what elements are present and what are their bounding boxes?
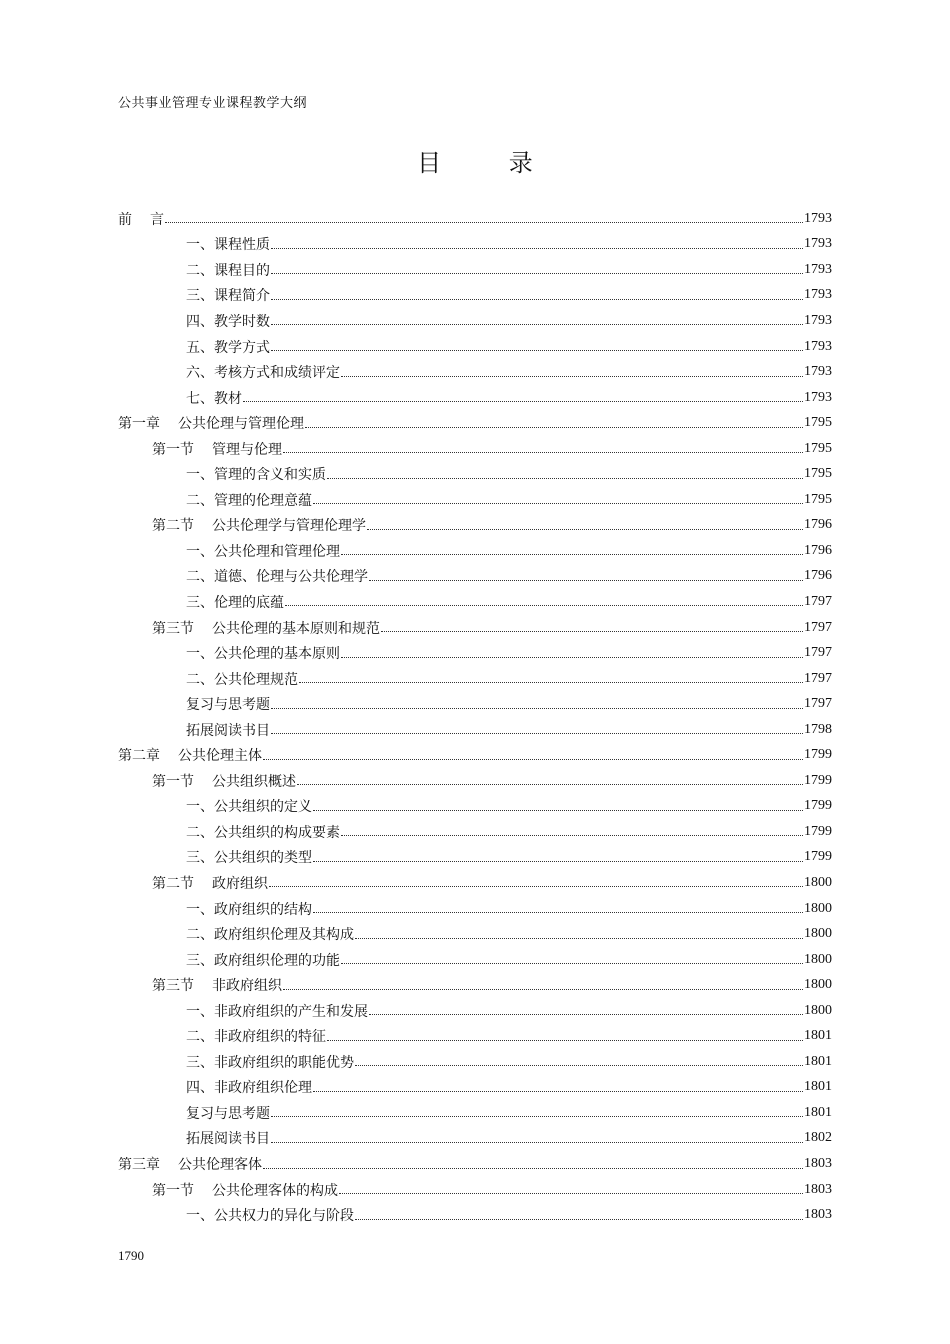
toc-entry[interactable] bbox=[118, 1202, 832, 1228]
toc-entry-label: 一、公共伦理的基本原则 bbox=[186, 646, 340, 663]
toc-entry[interactable] bbox=[118, 921, 832, 947]
dot-leader bbox=[339, 1193, 803, 1194]
toc-entry-label: 三、政府组织伦理的功能 bbox=[186, 952, 340, 969]
toc-entry-label: 公共伦理的基本原则和规范 bbox=[212, 620, 380, 637]
toc-entry-page: 1795 bbox=[804, 491, 832, 507]
toc-entry[interactable] bbox=[118, 589, 832, 615]
dot-leader bbox=[341, 835, 803, 836]
toc-entry-label: 四、教学时数 bbox=[186, 313, 270, 330]
toc-entry-label: 三、伦理的底蕴 bbox=[186, 594, 284, 611]
toc-entry-number: 第二节 bbox=[152, 875, 194, 892]
dot-leader bbox=[313, 861, 803, 862]
toc-entry-number: 第二章 bbox=[118, 748, 160, 765]
toc-entry-label: 一、公共权力的异化与阶段 bbox=[186, 1208, 354, 1225]
toc-entry-page: 1796 bbox=[804, 542, 832, 558]
toc-entry[interactable] bbox=[118, 666, 832, 692]
toc-entry-page: 1796 bbox=[804, 517, 832, 533]
toc-entry-label: 三、课程简介 bbox=[186, 288, 270, 305]
toc-entry-number: 第一节 bbox=[152, 1182, 194, 1199]
toc-entry-label: 二、非政府组织的特征 bbox=[186, 1029, 326, 1046]
dot-leader bbox=[271, 248, 803, 249]
toc-entry-page: 1800 bbox=[804, 1002, 832, 1018]
toc-entry-label: 四、非政府组织伦理 bbox=[186, 1080, 312, 1097]
toc-entry[interactable] bbox=[118, 206, 832, 232]
dot-leader bbox=[369, 1014, 803, 1015]
toc-entry-number: 第三节 bbox=[152, 978, 194, 995]
dot-leader bbox=[271, 299, 803, 300]
toc-entry[interactable] bbox=[118, 334, 832, 360]
dot-leader bbox=[305, 427, 803, 428]
toc-entry[interactable] bbox=[118, 410, 832, 436]
toc-entry-label: 管理与伦理 bbox=[212, 441, 282, 458]
toc-entry-label: 二、公共伦理规范 bbox=[186, 671, 298, 688]
toc-entry-label: 复习与思考题 bbox=[186, 1105, 270, 1122]
toc-entry-page: 1793 bbox=[804, 287, 832, 303]
toc-entry-page: 1799 bbox=[804, 747, 832, 763]
dot-leader bbox=[327, 478, 803, 479]
toc-entry-label: 公共伦理客体 bbox=[178, 1157, 262, 1173]
toc-entry-page: 1801 bbox=[804, 1028, 832, 1044]
toc-entry-label: 拓展阅读书目 bbox=[186, 1131, 270, 1148]
page-number: 1790 bbox=[118, 1248, 144, 1263]
toc-entry-page: 1799 bbox=[804, 798, 832, 814]
toc-entry-label: 一、非政府组织的产生和发展 bbox=[186, 1003, 368, 1020]
toc-entry[interactable] bbox=[118, 1177, 832, 1203]
toc-entry-label: 五、教学方式 bbox=[186, 339, 270, 356]
toc-entry-page: 1793 bbox=[804, 312, 832, 328]
toc-entry-page: 1800 bbox=[804, 977, 832, 993]
toc-entry-label: 言 bbox=[150, 211, 164, 228]
toc-entry[interactable] bbox=[118, 717, 832, 743]
toc-entry-page: 1801 bbox=[804, 1104, 832, 1120]
toc-entry[interactable] bbox=[118, 385, 832, 411]
toc-entry-label: 公共组织概述 bbox=[212, 773, 296, 790]
dot-leader bbox=[313, 1091, 803, 1092]
dot-leader bbox=[313, 810, 803, 811]
toc-entry-label: 一、课程性质 bbox=[186, 237, 270, 254]
toc-entry[interactable] bbox=[118, 1075, 832, 1101]
toc-entry-page: 1800 bbox=[804, 900, 832, 916]
toc-entry[interactable] bbox=[118, 691, 832, 717]
toc-entry-label: 公共伦理主体 bbox=[178, 748, 262, 765]
toc-entry[interactable] bbox=[118, 870, 832, 896]
dot-leader bbox=[341, 657, 803, 658]
dot-leader bbox=[263, 759, 803, 760]
toc-entry[interactable] bbox=[118, 794, 832, 820]
toc-entry-label: 三、公共组织的类型 bbox=[186, 850, 312, 867]
toc-entry[interactable] bbox=[118, 308, 832, 334]
dot-leader bbox=[271, 733, 803, 734]
toc-entry[interactable] bbox=[118, 1126, 832, 1152]
toc-entry-label: 公共伦理学与管理伦理学 bbox=[212, 518, 366, 535]
toc-entry-page: 1795 bbox=[804, 466, 832, 482]
toc-entry-page: 1796 bbox=[804, 568, 832, 584]
toc-entry-page: 1793 bbox=[804, 261, 832, 277]
toc-entry-page: 1793 bbox=[804, 364, 832, 380]
toc-entry-page: 1797 bbox=[804, 619, 832, 635]
dot-leader bbox=[285, 605, 803, 606]
toc-entry-page: 1798 bbox=[804, 721, 832, 737]
dot-leader bbox=[263, 1168, 803, 1169]
toc-entry-page: 1803 bbox=[804, 1156, 832, 1171]
dot-leader bbox=[271, 1142, 803, 1143]
toc-entry-label: 二、课程目的 bbox=[186, 262, 270, 279]
toc-entry[interactable] bbox=[118, 640, 832, 666]
toc-entry-page: 1793 bbox=[804, 236, 832, 252]
toc-entry[interactable] bbox=[118, 947, 832, 973]
dot-leader bbox=[355, 938, 803, 939]
toc-entry[interactable] bbox=[118, 257, 832, 283]
toc-entry-number: 前 bbox=[118, 211, 150, 228]
dot-leader bbox=[271, 324, 803, 325]
toc-entry-page: 1795 bbox=[804, 440, 832, 456]
dot-leader bbox=[341, 963, 803, 964]
page-title: 目 录 bbox=[417, 149, 563, 177]
toc-entry-label: 一、政府组织的结构 bbox=[186, 901, 312, 918]
toc-entry-label: 二、道德、伦理与公共伦理学 bbox=[186, 569, 368, 586]
toc-entry-label: 三、非政府组织的职能优势 bbox=[186, 1054, 354, 1071]
toc-entry[interactable] bbox=[118, 1100, 832, 1126]
dot-leader bbox=[243, 401, 803, 402]
toc-entry-label: 复习与思考题 bbox=[186, 697, 270, 714]
toc-entry-page: 1797 bbox=[804, 593, 832, 609]
toc-entry-number: 第一节 bbox=[152, 773, 194, 790]
toc-entry-page: 1797 bbox=[804, 696, 832, 712]
dot-leader bbox=[327, 1040, 803, 1041]
toc-entry[interactable] bbox=[118, 283, 832, 309]
toc-entry-number: 第三节 bbox=[152, 620, 194, 637]
dot-leader bbox=[299, 682, 803, 683]
toc-entry-page: 1800 bbox=[804, 926, 832, 942]
toc-entry[interactable] bbox=[118, 972, 832, 998]
toc-entry[interactable] bbox=[118, 1049, 832, 1075]
dot-leader bbox=[355, 1219, 803, 1220]
dot-leader bbox=[313, 503, 803, 504]
toc-entry-page: 1799 bbox=[804, 772, 832, 788]
toc-entry-label: 政府组织 bbox=[212, 875, 268, 892]
toc-entry-page: 1803 bbox=[804, 1207, 832, 1223]
toc-entry-label: 非政府组织 bbox=[212, 978, 282, 995]
toc-entry[interactable] bbox=[118, 896, 832, 922]
toc-entry-label: 拓展阅读书目 bbox=[186, 722, 270, 739]
toc-entry-page: 1801 bbox=[804, 1079, 832, 1095]
toc-entry-page: 1795 bbox=[804, 415, 832, 431]
toc-entry-label: 一、公共伦理和管理伦理 bbox=[186, 543, 340, 560]
table-of-contents bbox=[118, 206, 832, 1228]
toc-entry-page: 1803 bbox=[804, 1181, 832, 1197]
toc-entry[interactable] bbox=[118, 845, 832, 871]
toc-entry[interactable] bbox=[118, 1151, 832, 1177]
toc-entry-page: 1800 bbox=[804, 951, 832, 967]
dot-leader bbox=[341, 554, 803, 555]
dot-leader bbox=[165, 222, 803, 223]
toc-entry-label: 二、公共组织的构成要素 bbox=[186, 824, 340, 841]
toc-entry-page: 1801 bbox=[804, 1053, 832, 1069]
toc-entry-label: 一、管理的含义和实质 bbox=[186, 467, 326, 484]
toc-entry[interactable] bbox=[118, 487, 832, 513]
dot-leader bbox=[271, 708, 803, 709]
toc-entry-label: 二、管理的伦理意蕴 bbox=[186, 492, 312, 509]
dot-leader bbox=[269, 886, 803, 887]
toc-entry-label: 七、教材 bbox=[186, 390, 242, 407]
dot-leader bbox=[297, 784, 803, 785]
dot-leader bbox=[313, 912, 803, 913]
dot-leader bbox=[271, 273, 803, 274]
running-header: 公共事业管理专业课程教学大纲 bbox=[118, 96, 308, 111]
dot-leader bbox=[355, 1065, 803, 1066]
toc-entry-number: 第一节 bbox=[152, 441, 194, 458]
dot-leader bbox=[283, 452, 803, 453]
toc-entry[interactable] bbox=[118, 564, 832, 590]
toc-entry[interactable] bbox=[118, 998, 832, 1024]
toc-entry[interactable] bbox=[118, 359, 832, 385]
toc-entry-number: 第三章 bbox=[118, 1157, 160, 1173]
toc-entry-number: 第二节 bbox=[152, 518, 194, 535]
dot-leader bbox=[341, 376, 803, 377]
dot-leader bbox=[381, 631, 803, 632]
toc-entry-page: 1797 bbox=[804, 670, 832, 686]
toc-entry-page: 1799 bbox=[804, 823, 832, 839]
toc-entry[interactable] bbox=[118, 538, 832, 564]
toc-entry[interactable] bbox=[118, 436, 832, 462]
toc-entry-page: 1800 bbox=[804, 874, 832, 890]
toc-entry[interactable] bbox=[118, 742, 832, 768]
dot-leader bbox=[271, 350, 803, 351]
toc-entry-page: 1793 bbox=[804, 210, 832, 226]
toc-entry-page: 1793 bbox=[804, 338, 832, 354]
toc-entry-label: 六、考核方式和成绩评定 bbox=[186, 365, 340, 382]
toc-entry-label: 公共伦理与管理伦理 bbox=[178, 416, 304, 433]
toc-entry-label: 一、公共组织的定义 bbox=[186, 799, 312, 816]
dot-leader bbox=[271, 1116, 803, 1117]
dot-leader bbox=[367, 529, 803, 530]
toc-entry[interactable] bbox=[118, 768, 832, 794]
toc-entry[interactable] bbox=[118, 819, 832, 845]
dot-leader bbox=[369, 580, 803, 581]
toc-entry-page: 1799 bbox=[804, 849, 832, 865]
toc-entry-label: 二、政府组织伦理及其构成 bbox=[186, 927, 354, 944]
toc-entry-page: 1802 bbox=[804, 1130, 832, 1146]
toc-entry-page: 1793 bbox=[804, 389, 832, 405]
toc-entry-page: 1797 bbox=[804, 645, 832, 661]
toc-entry[interactable] bbox=[118, 513, 832, 539]
toc-entry[interactable] bbox=[118, 461, 832, 487]
toc-entry-label: 公共伦理客体的构成 bbox=[212, 1182, 338, 1199]
toc-entry-number: 第一章 bbox=[118, 416, 160, 433]
toc-entry[interactable] bbox=[118, 232, 832, 258]
toc-entry[interactable] bbox=[118, 615, 832, 641]
toc-entry[interactable] bbox=[118, 1024, 832, 1050]
dot-leader bbox=[283, 989, 803, 990]
